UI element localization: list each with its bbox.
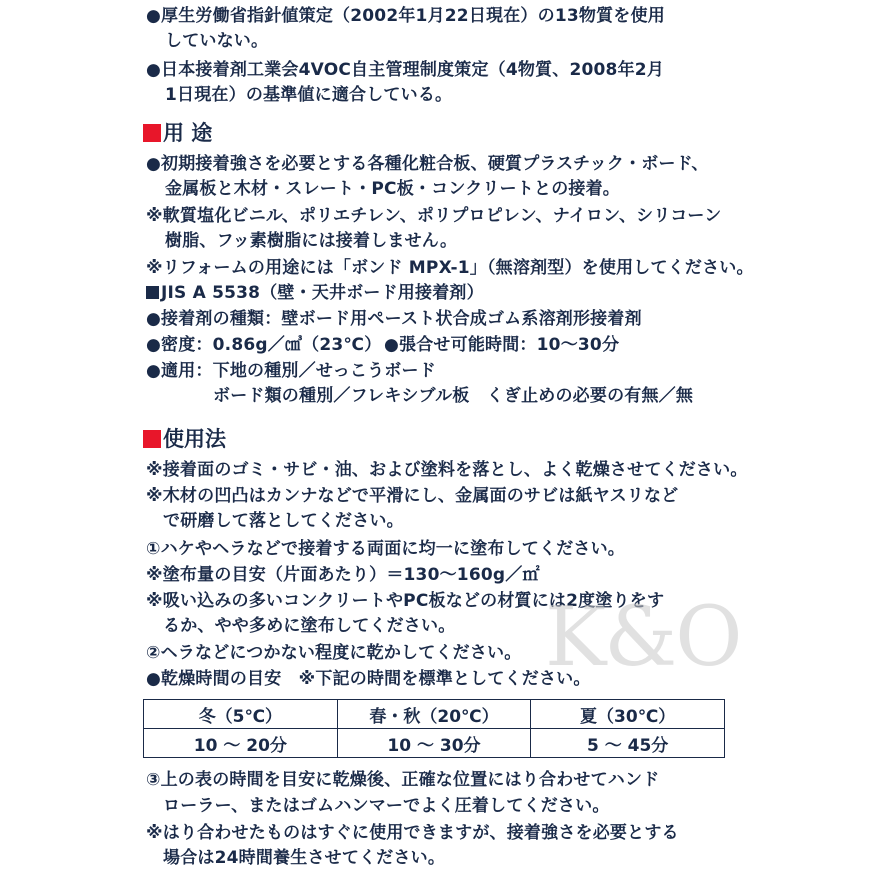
usage-note-2: ※リフォームの用途には「ボンド MPX-1」（無溶剤型）を使用してください。 [146,258,754,278]
dry-time-title: ●乾燥時間の目安 ※下記の時間を標準としてください。 [146,669,591,689]
navy-square-icon [146,286,159,299]
table-row [144,729,725,758]
method-note-5-line-1: ※はり合わせたものはすぐに使用できますが、接着強さを必要とする [146,823,679,843]
intro-bullet-2-line-1: ●日本接着剤工業会4VOC自主管理制度策定（4物質、2008年2月 [146,60,665,80]
table-row [144,700,725,729]
method-heading: 使用法 [143,426,226,452]
apply-line-2: ボード類の種別／フレキシブル板 くぎ止めの必要の有無／無 [213,386,694,406]
method-note-3: ※塗布量の目安（片面あたり）＝130〜160g／㎡ [146,565,540,585]
open-time: ●張合せ可能時間：10〜30分 [384,335,620,355]
intro-bullet-2-line-2: 1日現在）の基準値に適合している。 [165,85,453,105]
method-note-5-line-2: 場合は24時間養生させてください。 [163,848,446,868]
red-square-icon [143,124,161,142]
table-header-winter: 冬（5℃） [144,700,338,729]
usage-bullet-1-line-2: 金属板と木材・スレート・PC板・コンクリートとの接着。 [165,179,620,199]
apply-line-1: ●適用：下地の種別／せっこうボード [146,361,436,381]
usage-heading: 用 途 [143,120,212,146]
intro-bullet-1-line-1: ●厚生労働省指針値策定（2002年1月22日現在）の13物質を使用 [146,6,665,26]
method-note-4-line-2: るか、やや多めに塗布してください。 [163,616,456,636]
dry-time-table [143,699,725,758]
red-square-icon [143,430,161,448]
method-note-4-line-1: ※吸い込みの多いコンクリートやPC板などの材質には2度塗りをす [146,591,665,611]
adhesive-type: ●接着剤の種類：壁ボード用ペースト状合成ゴム系溶剤形接着剤 [146,309,642,329]
table-cell-summer: 5 〜 45分 [531,729,725,758]
method-step-1: ①ハケやヘラなどで接着する両面に均一に塗布してください。 [146,539,625,559]
jis-line: JIS A 5538（壁・天井ボード用接着剤） [146,281,484,305]
method-step-2: ②ヘラなどにつかない程度に乾かしてください。 [146,643,522,663]
watermark: K&O [545,590,741,685]
table-header-summer: 夏（30℃） [531,700,725,729]
usage-note-1-line-2: 樹脂、フッ素樹脂には接着しません。 [165,231,458,251]
table-header-spring-autumn: 春・秋（20℃） [337,700,531,729]
table-cell-winter: 10 〜 20分 [144,729,338,758]
method-note-1: ※接着面のゴミ・サビ・油、および塗料を落とし、よく乾燥させてください。 [146,460,748,480]
table-cell-spring-autumn: 10 〜 30分 [337,729,531,758]
method-step-3-line-1: ③上の表の時間を目安に乾燥後、正確な位置にはり合わせてハンド [146,770,660,790]
method-note-2-line-2: で研磨して落としてください。 [163,511,404,531]
method-step-3-line-2: ローラー、またはゴムハンマーでよく圧着してください。 [163,796,610,816]
usage-bullet-1-line-1: ●初期接着強さを必要とする各種化粧合板、硬質プラスチック・ボード、 [146,154,709,174]
intro-bullet-1-line-2: していない。 [165,31,269,51]
usage-note-1-line-1: ※軟質塩化ビニル、ポリエチレン、ポリプロピレン、ナイロン、シリコーン [146,206,722,226]
method-note-2-line-1: ※木材の凹凸はカンナなどで平滑にし、金属面のサビは紙ヤスリなど [146,486,679,506]
density: ●密度：0.86g／㎤（23℃） [146,335,382,355]
